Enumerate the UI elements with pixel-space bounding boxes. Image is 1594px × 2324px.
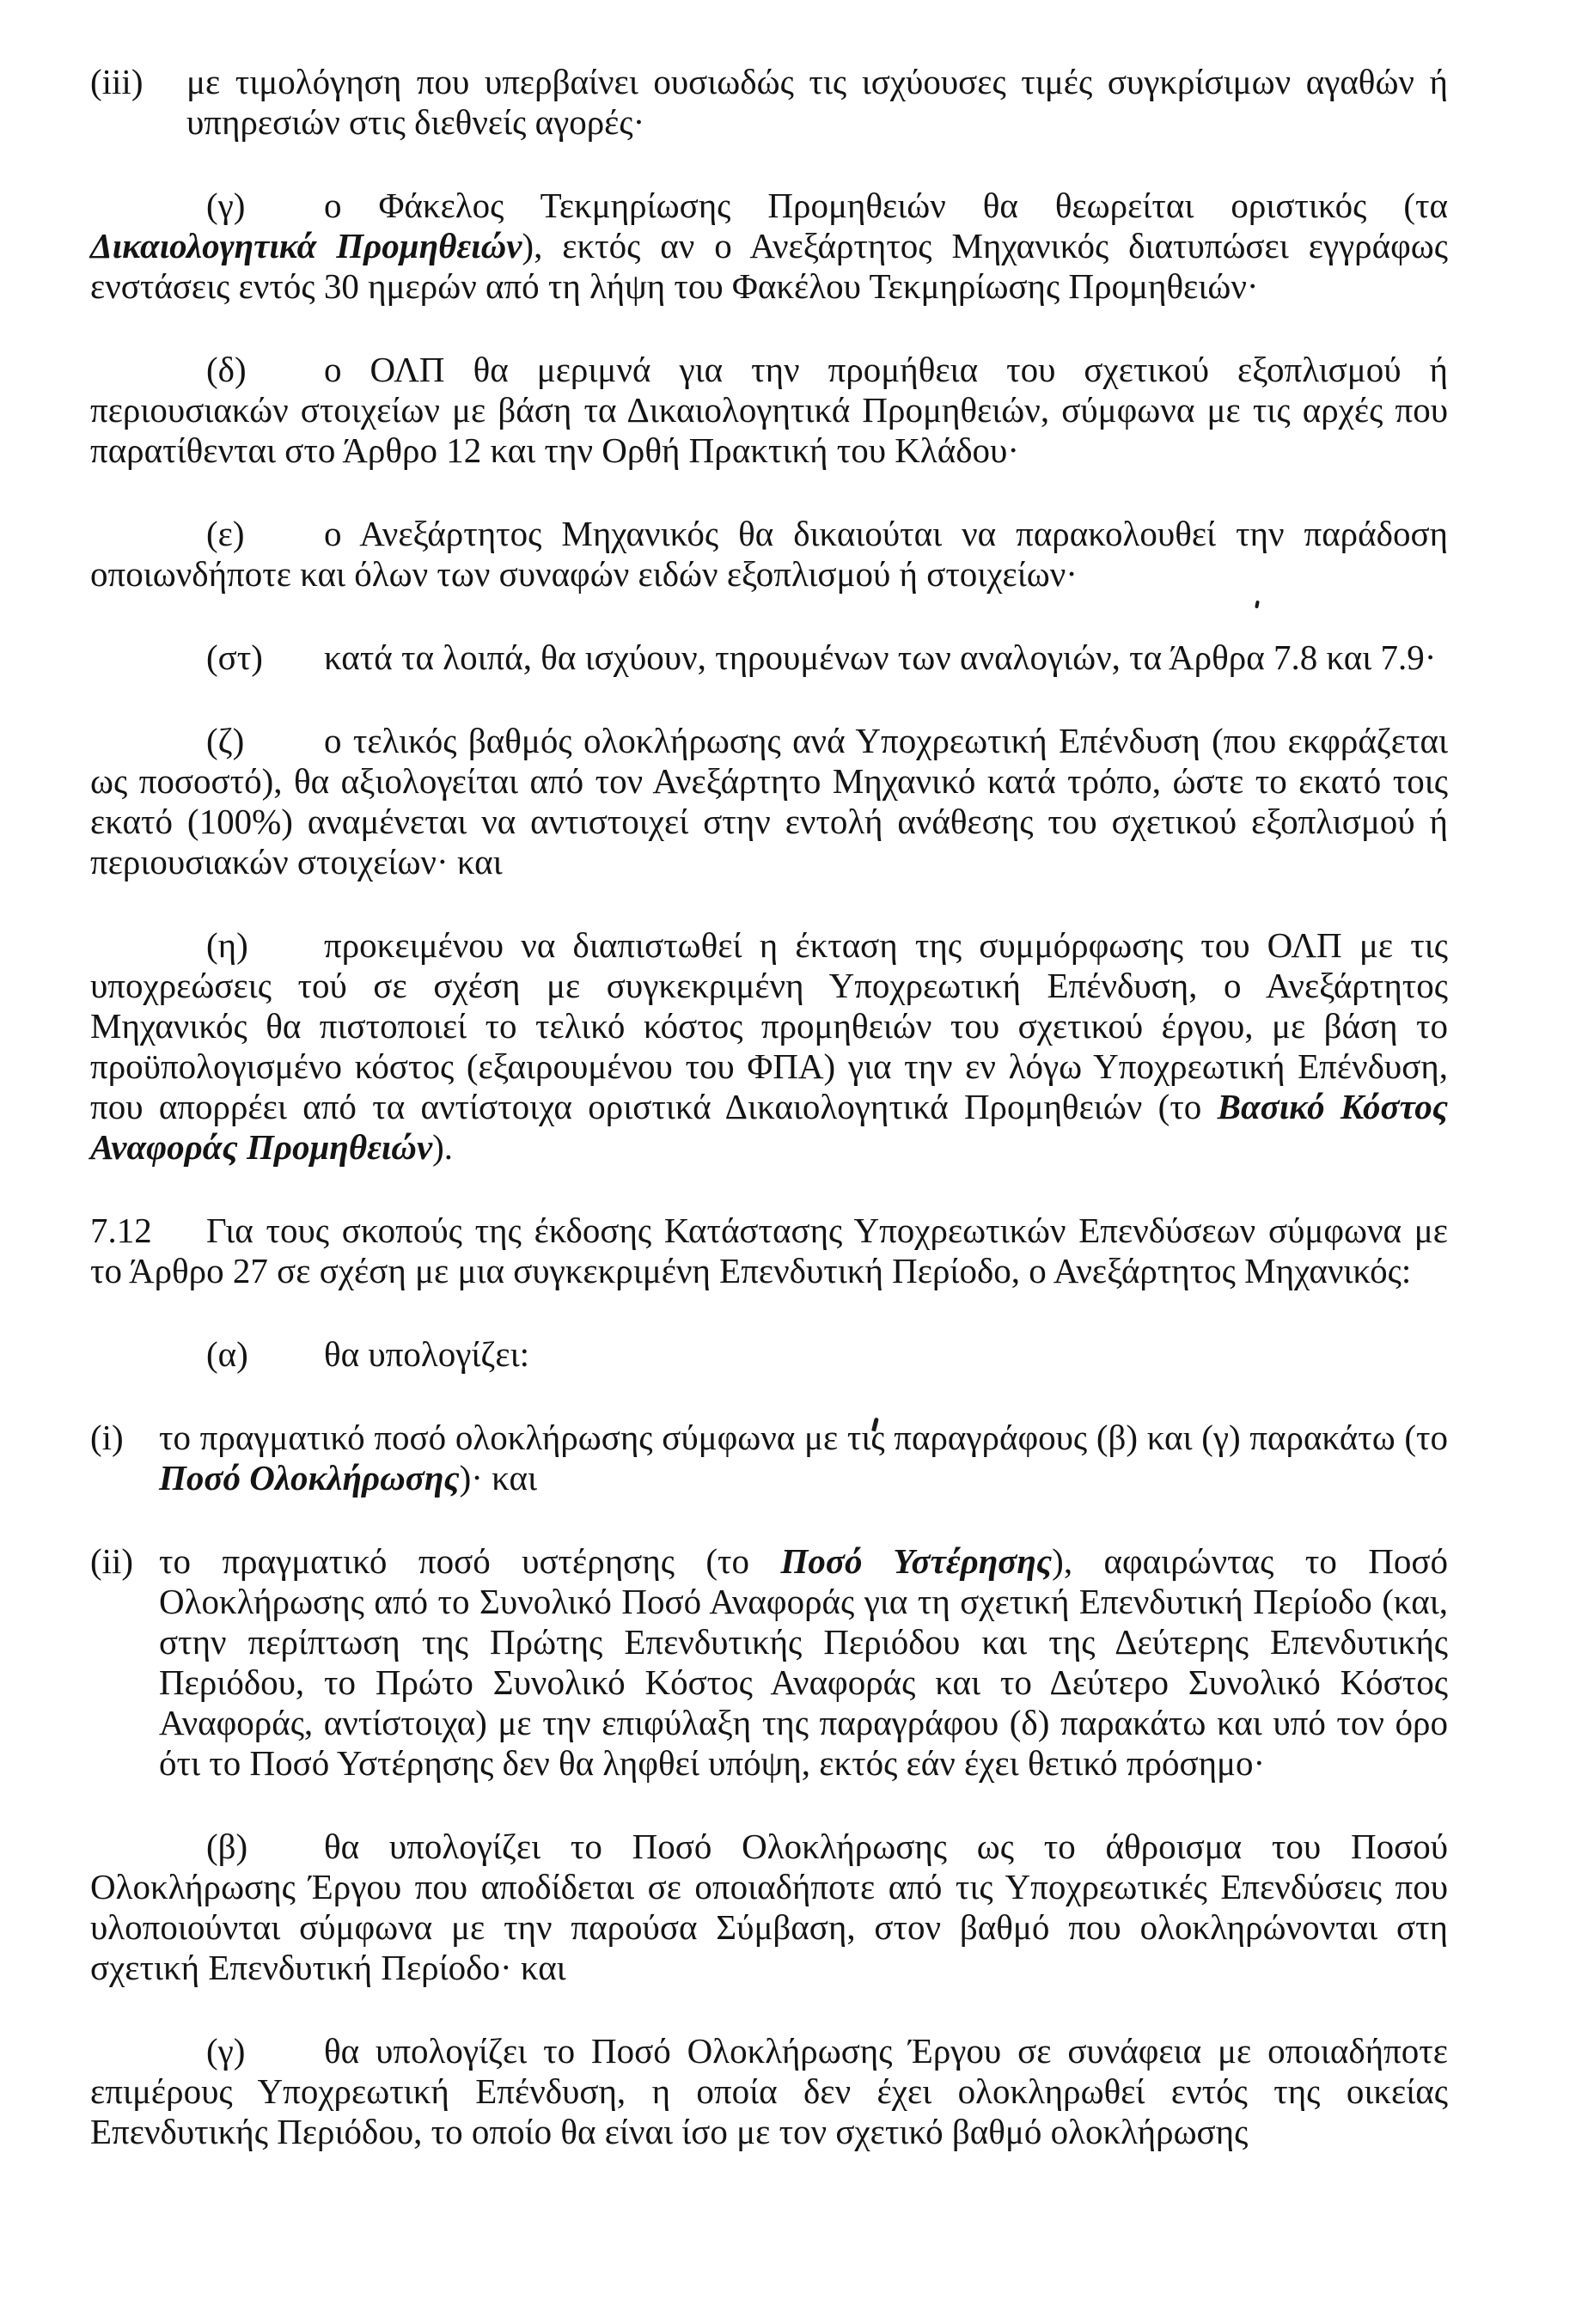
para-delta xyxy=(90,350,1448,471)
para-zeta xyxy=(90,721,1448,882)
para-gamma-2 xyxy=(90,2031,1448,2152)
item-i-text: το πραγματικό ποσό ολοκλήρωσης σύμφωνα με τις παραγράφους (β) και (γ) παρακάτω (το Ποσό Ολοκλήρωσης)· και xyxy=(159,1418,1448,1497)
para-epsilon xyxy=(90,514,1448,595)
para-gamma-text: ο Φάκελος Τεκμηρίωσης Προμηθειών θα θεωρείται οριστικός (τα Δικαιολογητικά Προμηθειών), εκτός αν ο Ανεξάρτητος Μηχανικός διατυπώσει εγγράφως ενστάσεις εντός 30 ημερών από τη λήψη του Φακέλου Τεκμηρίωσης Προμηθειών· xyxy=(90,186,1448,306)
para-st xyxy=(90,637,1448,678)
para-iii-text: με τιμολόγηση που υπερβαίνει ουσιωδώς τις ισχύουσες τιμές συγκρίσιμων αγαθών ή υπηρεσιών στις διεθνείς αγορές· xyxy=(186,62,1448,142)
item-ii-text: το πραγματικό ποσό υστέρησης (το Ποσό Υστέρησης), αφαιρώντας το Ποσό Ολοκλήρωσης από το Συνολικό Ποσό Αναφοράς για τη σχετική Επενδυτική Περίοδο (και, στην περίπτωση της Πρώτης Επενδυτικής Περιόδου και της Δεύτερης Επενδυτικής Περιόδου, το Πρώτο Συνολικό Κόστος Αναφοράς και το Δεύτερο Συνολικό Κόστος Αναφοράς, αντίστοιχα) με την επιφύλαξη της παραγράφου (δ) παρακάτω και υπό τον όρο ότι το Ποσό Υστέρησης δεν θα ληφθεί υπόψη, εκτός εάν έχει θετικό πρόσημο· xyxy=(159,1541,1448,1783)
para-eta-text: προκειμένου να διαπιστωθεί η έκταση της συμμόρφωσης του ΟΛΠ με τις υποχρεώσεις τού σε σχέση με συγκεκριμένη Υποχρεωτική Επένδυση, ο Ανεξάρτητος Μηχανικός θα πιστοποιεί το τελικό κόστος προμηθειών του σχετικού έργου, με βάση το προϋπολογισμένο κόστος (εξαιρουμένου του ΦΠΑ) για την εν λόγω Υποχρεωτική Επένδυση, που απορρέει από τα αντίστοιχα οριστικά Δικαιολογητικά Προμηθειών (το Βασικό Κόστος Αναφοράς Προμηθειών). xyxy=(90,925,1448,1167)
section-number: 7.12 xyxy=(90,1211,152,1250)
para-iii xyxy=(90,62,1448,143)
para-st-text: κατά τα λοιπά, θα ισχύουν, τηρουμένων των αναλογιών, τα Άρθρα 7.8 και 7.9· xyxy=(324,637,1437,677)
para-alpha-label: (α) xyxy=(206,1334,248,1374)
para-beta-label: (β) xyxy=(206,1827,248,1866)
para-gamma-label: (γ) xyxy=(206,186,246,225)
para-epsilon-label: (ε) xyxy=(206,514,245,553)
para-beta xyxy=(90,1827,1448,1988)
para-eta xyxy=(90,925,1448,1168)
para-delta-label: (δ) xyxy=(206,350,247,389)
para-zeta-text: ο τελικός βαθμός ολοκλήρωσης ανά Υποχρεωτική Επένδυση (που εκφράζεται ως ποσοστό), θα αξιολογείται από τον Ανεξάρτητο Μηχανικό κατά τρόπο, ώστε το εκατό τοις εκατό (100%) αναμένεται να αντιστοιχεί στην εντολή ανάθεσης του σχετικού εξοπλισμού ή περιουσιακών στοιχείων· και xyxy=(90,721,1448,881)
para-delta-text: ο ΟΛΠ θα μεριμνά για την προμήθεια του σχετικού εξοπλισμού ή περιουσιακών στοιχείων με βάση τα Δικαιολογητικά Προμηθειών, σύμφωνα με τις αρχές που παρατίθενται στο Άρθρο 12 και την Ορθή Πρακτική του Κλάδου· xyxy=(90,350,1448,470)
para-gamma xyxy=(90,186,1448,307)
para-epsilon-text: ο Ανεξάρτητος Μηχανικός θα δικαιούται να παρακολουθεί την παράδοση οποιωνδήποτε και όλων των συναφών ειδών εξοπλισμού ή στοιχείων· xyxy=(90,514,1448,594)
para-alpha xyxy=(90,1334,1448,1375)
item-i-label: (i) xyxy=(90,1418,124,1457)
para-zeta-label: (ζ) xyxy=(206,721,245,760)
para-eta-label: (η) xyxy=(206,925,248,965)
para-alpha-text: θα υπολογίζει: xyxy=(324,1334,530,1374)
para-iii-label: (iii) xyxy=(90,62,144,101)
para-gamma-2-label: (γ) xyxy=(206,2031,246,2071)
item-i xyxy=(90,1418,1448,1498)
section-7-12 xyxy=(90,1211,1448,1291)
item-ii-label: (ii) xyxy=(90,1541,134,1581)
para-beta-text: θα υπολογίζει το Ποσό Ολοκλήρωσης ως το άθροισμα του Ποσού Ολοκλήρωσης Έργου που αποδίδεται σε οποιαδήποτε από τις Υποχρεωτικές Επενδύσεις που υλοποιούνται σύμφωνα με την παρούσα Σύμβαση, στον βαθμό που ολοκληρώνονται στη σχετική Επενδυτική Περίοδο· και xyxy=(90,1827,1448,1987)
section-7-12-text: Για τους σκοπούς της έκδοσης Κατάστασης Υποχρεωτικών Επενδύσεων σύμφωνα με το Άρθρο 27 σε σχέση με μια συγκεκριμένη Επενδυτική Περίοδο, ο Ανεξάρτητος Μηχανικός: xyxy=(90,1211,1448,1290)
item-ii xyxy=(90,1541,1448,1784)
para-gamma-2-text: θα υπολογίζει το Ποσό Ολοκλήρωσης Έργου σε συνάφεια με οποιαδήποτε επιμέρους Υποχρεωτική Επένδυση, η οποία δεν έχει ολοκληρωθεί εντός της οικείας Επενδυτικής Περιόδου, το οποίο θα είναι ίσο με τον σχετικό βαθμό ολοκλήρωσης xyxy=(90,2031,1448,2151)
scan-speck-artifact xyxy=(1255,601,1260,609)
para-st-label: (στ) xyxy=(206,637,263,677)
